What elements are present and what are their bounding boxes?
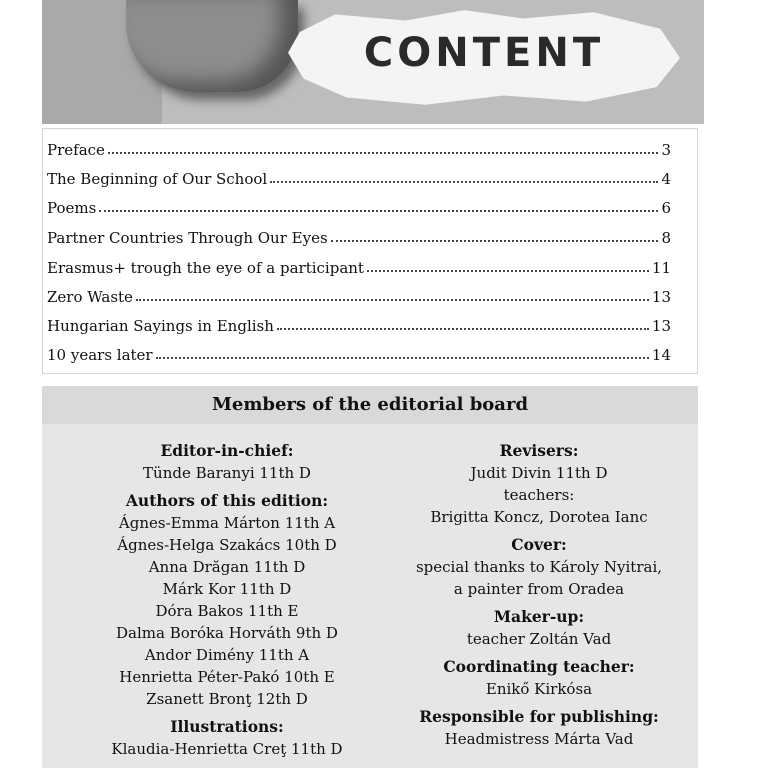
toc-item[interactable] xyxy=(47,223,671,247)
toc-item-title: Partner Countries Through Our Eyes xyxy=(47,229,328,247)
toc-item[interactable] xyxy=(47,135,671,159)
toc-leader-dots xyxy=(136,299,649,301)
makeup-name: teacher Zoltán Vad xyxy=(466,630,612,648)
toc-item[interactable] xyxy=(47,193,671,217)
author-name: Zsanett Bronţ 12th D xyxy=(146,690,308,708)
toc-item-title: Zero Waste xyxy=(47,288,133,306)
toc-item-page: 14 xyxy=(651,346,671,364)
toc-leader-dots xyxy=(331,240,659,242)
coordinating-teacher-heading: Coordinating teacher: xyxy=(443,657,635,676)
author-name: Márk Kor 11th D xyxy=(162,580,292,598)
toc-item-page: 13 xyxy=(651,288,671,306)
toc-item-title: Hungarian Sayings in English xyxy=(47,317,274,335)
reviser-name: Judit Divin 11th D xyxy=(470,464,608,482)
authors-heading: Authors of this edition: xyxy=(125,491,329,510)
author-name: Dalma Boróka Horváth 9th D xyxy=(116,624,338,642)
toc-item-title: 10 years later xyxy=(47,346,153,364)
toc-item-page: 13 xyxy=(651,317,671,335)
toc-item-page: 4 xyxy=(661,170,671,188)
editor-heading: Editor-in-chief: xyxy=(160,441,294,460)
toc-leader-dots xyxy=(277,328,649,330)
toc-item[interactable] xyxy=(47,253,671,277)
banner-title: CONTENT xyxy=(363,30,605,76)
cover-credit: special thanks to Károly Nyitrai, xyxy=(415,558,663,576)
editorial-board-header xyxy=(42,386,698,424)
toc-item[interactable] xyxy=(47,340,671,364)
toc-leader-dots xyxy=(108,152,659,154)
editor-name: Tünde Baranyi 11th D xyxy=(143,464,311,482)
toc-item-page: 8 xyxy=(661,229,671,247)
cover-heading: Cover: xyxy=(511,535,567,554)
author-name: Anna Drăgan 11th D xyxy=(148,558,306,576)
makeup-heading: Maker-up: xyxy=(493,607,585,626)
editorial-board-right-column xyxy=(384,440,694,750)
editorial-board-title: Members of the editorial board xyxy=(211,394,529,415)
toc-item-page: 6 xyxy=(661,199,671,217)
toc-item-page: 11 xyxy=(651,259,671,277)
author-name: Ágnes-Emma Márton 11th A xyxy=(118,514,336,532)
editorial-board-left-column xyxy=(72,440,382,760)
author-name: Andor Dimény 11th A xyxy=(144,646,310,664)
toc-leader-dots xyxy=(99,210,658,212)
revisers-teachers-label: teachers: xyxy=(503,486,575,504)
toc-leader-dots xyxy=(270,181,658,183)
author-name: Henrietta Péter-Pakó 10th E xyxy=(119,668,335,686)
coordinating-teacher-name: Enikő Kirkósa xyxy=(485,680,593,698)
publishing-heading: Responsible for publishing: xyxy=(419,707,659,726)
illustrator-name: Klaudia-Henrietta Creţ 11th D xyxy=(111,740,343,758)
toc-item-title: Poems xyxy=(47,199,97,217)
toc-leader-dots xyxy=(156,357,649,359)
content-banner xyxy=(42,0,704,124)
cover-credit-detail: a painter from Oradea xyxy=(453,580,625,598)
author-name: Ágnes-Helga Szakács 10th D xyxy=(117,536,337,554)
table-of-contents xyxy=(42,128,698,374)
publishing-name: Headmistress Márta Vad xyxy=(444,730,634,748)
illustrations-heading: Illustrations: xyxy=(170,717,284,736)
author-name: Dóra Bakos 11th E xyxy=(155,602,299,620)
toc-item-page: 3 xyxy=(661,141,671,159)
toc-item[interactable] xyxy=(47,282,671,306)
toc-item-title: The Beginning of Our School xyxy=(47,170,268,188)
toc-item[interactable] xyxy=(47,164,671,188)
reviser-teachers: Brigitta Koncz, Dorotea Ianc xyxy=(430,508,648,526)
toc-leader-dots xyxy=(367,270,649,272)
toc-item[interactable] xyxy=(47,311,671,335)
toc-item-title: Preface xyxy=(47,141,105,159)
toc-item-title: Erasmus+ trough the eye of a participant xyxy=(47,259,364,277)
revisers-heading: Revisers: xyxy=(499,441,579,460)
